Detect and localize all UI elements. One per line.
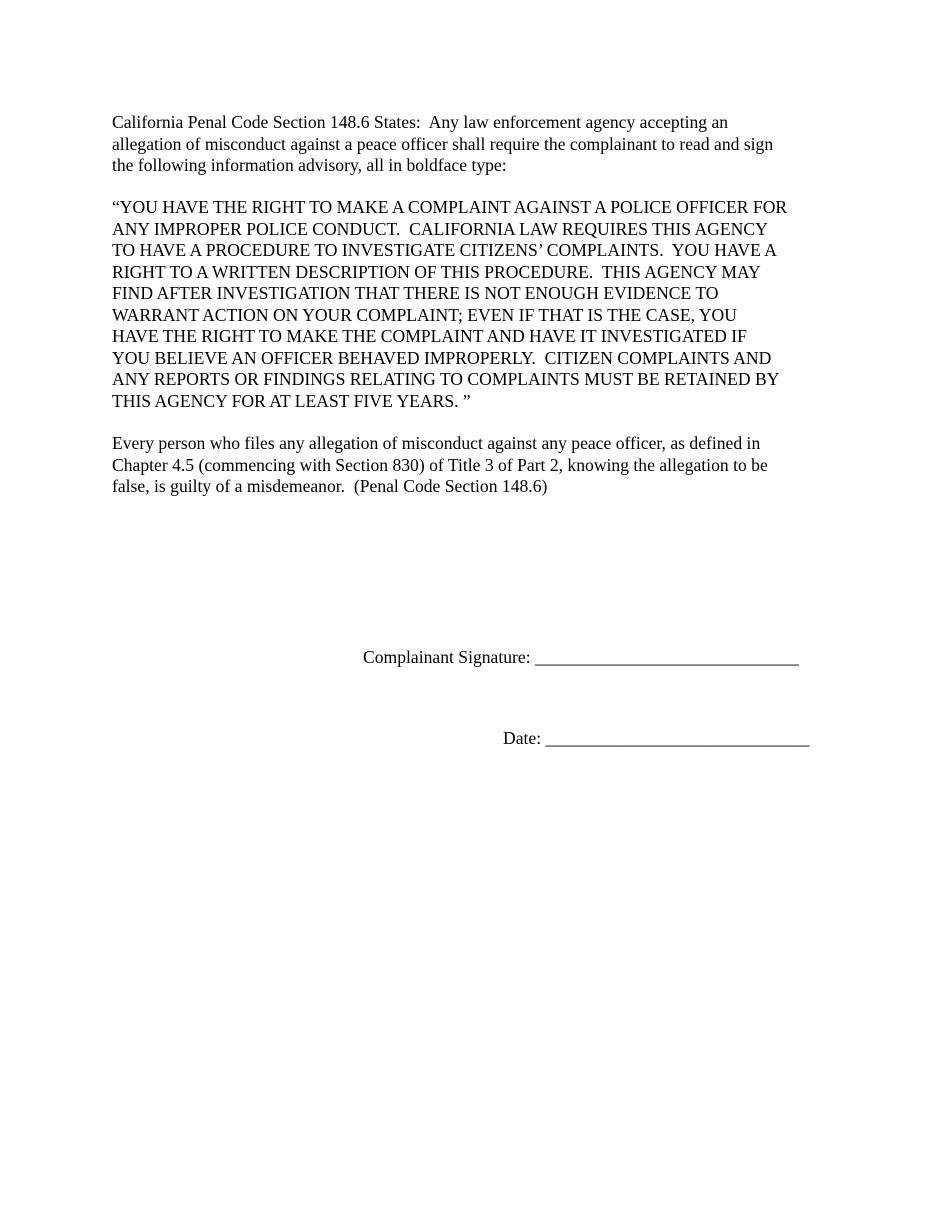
- advisory-line: YOU BELIEVE AN OFFICER BEHAVED IMPROPERLY. CITIZEN COMPLAINTS AND: [112, 347, 772, 368]
- advisory-line: THIS AGENCY FOR AT LEAST FIVE YEARS. ”: [112, 390, 471, 411]
- advisory-line: “YOU HAVE THE RIGHT TO MAKE A COMPLAINT AGAINST A POLICE OFFICER FOR: [112, 197, 788, 217]
- advisory-line: ANY REPORTS OR FINDINGS RELATING TO COMPLAINTS MUST BE RETAINED BY: [112, 369, 780, 389]
- intro-paragraph: [112, 112, 847, 177]
- intro-line: California Penal Code Section 148.6 States: Any law enforcement agency accepting an: [112, 112, 729, 132]
- advisory-line: FIND AFTER INVESTIGATION THAT THERE IS NOT ENOUGH EVIDENCE TO: [112, 283, 719, 303]
- date-field[interactable]: Date: ______________________________: [503, 728, 810, 748]
- advisory-line: WARRANT ACTION ON YOUR COMPLAINT; EVEN IF THAT IS THE CASE, YOU: [112, 304, 737, 325]
- warning-paragraph: [112, 433, 847, 498]
- intro-line: the following information advisory, all in boldface type:: [112, 155, 507, 175]
- advisory-paragraph: [112, 197, 847, 412]
- warning-line: Chapter 4.5 (commencing with Section 830) of Title 3 of Part 2, knowing the allegation to be: [112, 454, 768, 475]
- advisory-line: TO HAVE A PROCEDURE TO INVESTIGATE CITIZENS’ COMPLAINTS. YOU HAVE A: [112, 240, 778, 260]
- advisory-line: HAVE THE RIGHT TO MAKE THE COMPLAINT AND HAVE IT INVESTIGATED IF: [112, 326, 747, 346]
- complainant-signature-field[interactable]: Complainant Signature: ______________________________: [363, 647, 799, 667]
- advisory-line: RIGHT TO A WRITTEN DESCRIPTION OF THIS PROCEDURE. THIS AGENCY MAY: [112, 261, 761, 282]
- intro-line: allegation of misconduct against a peace officer shall require the complainant to read and sign: [112, 133, 774, 154]
- advisory-line: ANY IMPROPER POLICE CONDUCT. CALIFORNIA LAW REQUIRES THIS AGENCY: [112, 218, 768, 239]
- warning-line: false, is guilty of a misdemeanor. (Penal Code Section 148.6): [112, 476, 548, 496]
- warning-line: Every person who files any allegation of misconduct against any peace officer, as defined in: [112, 433, 761, 453]
